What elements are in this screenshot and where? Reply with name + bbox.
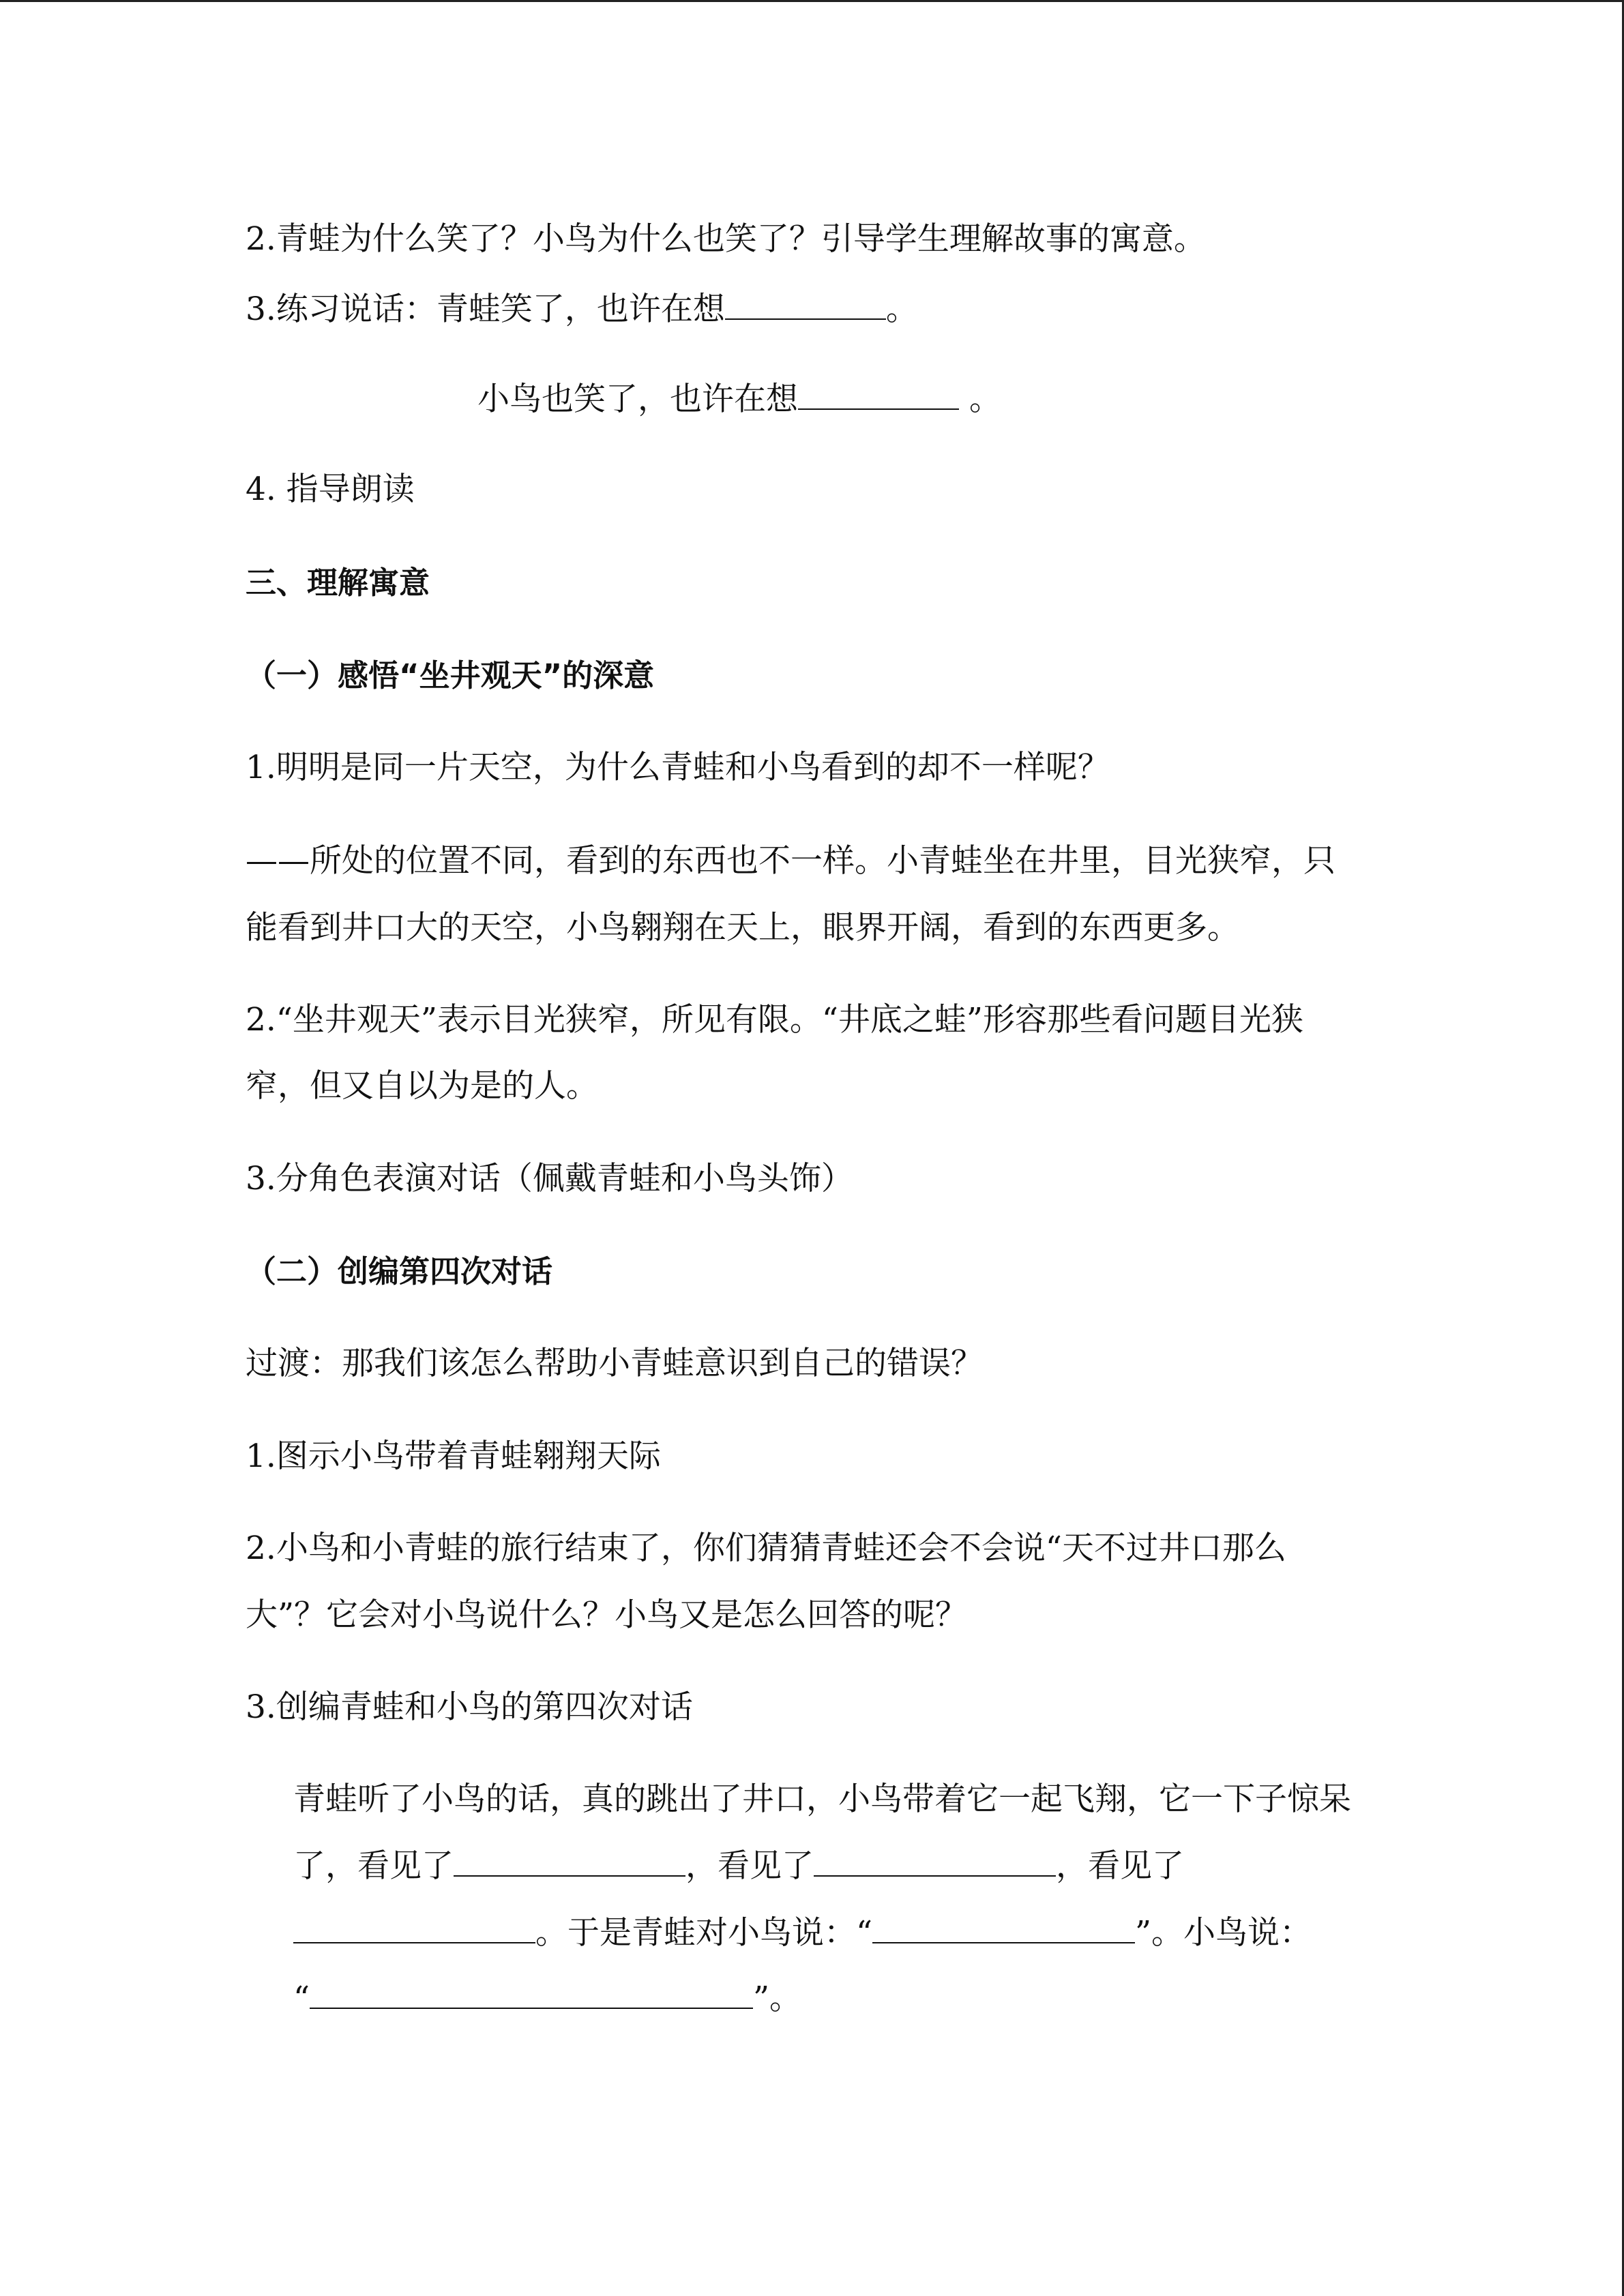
paragraph-story-line-3 [293, 1912, 1312, 1954]
paragraph-idiom-line-2 [246, 1066, 598, 1107]
paragraph-illustration [246, 1436, 661, 1477]
paragraph-journey-line-2 [246, 1595, 967, 1636]
paragraph-bird-thought [477, 378, 1001, 420]
fill-blank-frog-says[interactable] [872, 1912, 1135, 1943]
text-l14: 大”？它会对小鸟说什么？小鸟又是怎么回答的呢？ [246, 1596, 968, 1634]
paragraph-answer-line-1 [246, 841, 1335, 882]
text-l17c: ，看见了 [1056, 1847, 1184, 1885]
paragraph-sky-question [246, 747, 1110, 788]
fill-blank-frog-thought[interactable] [725, 288, 886, 320]
text-l03a: 小鸟也笑了，也许在想 [477, 381, 798, 418]
text-l17a: 了，看见了 [293, 1847, 454, 1885]
paragraph-role-play [246, 1159, 853, 1199]
text-l08: 2.“坐井观天”表示目光狭窄，所见有限。“井底之蛙”形容那些看问题目光狭 [246, 1001, 1303, 1039]
text-l02b: 。 [885, 290, 918, 328]
paragraph-question-2 [246, 219, 1206, 260]
text-l09: 窄，但又自以为是的人。 [246, 1067, 598, 1105]
fill-blank-bird-thought[interactable] [798, 378, 959, 410]
text-l15: 3.创编青蛙和小鸟的第四次对话 [246, 1688, 693, 1726]
text-l18b: ”。小鸟说： [1135, 1914, 1312, 1952]
paragraph-idiom-line-1 [246, 1000, 1303, 1041]
paragraph-journey-line-1 [246, 1528, 1286, 1569]
text-l16: 青蛙听了小鸟的话，真的跳出了井口，小鸟带着它一起飞翔，它一下子惊呆 [293, 1780, 1351, 1818]
text-l19b: ”。 [753, 1980, 802, 2017]
text-l10: 3.分角色表演对话（佩戴青蛙和小鸟头饰） [246, 1160, 853, 1197]
paragraph-create-dialogue [246, 1687, 693, 1728]
fill-blank-saw-1[interactable] [454, 1845, 685, 1877]
text-l03b: 。 [959, 381, 1001, 418]
paragraph-story-line-4 [293, 1978, 801, 2019]
text-l17b: ，看见了 [685, 1847, 814, 1885]
paragraph-practice-speaking [246, 288, 918, 330]
text-l04: 4. 指导朗读 [246, 471, 415, 508]
paragraph-story-line-1 [293, 1779, 1351, 1820]
text-l13: 2.小鸟和小青蛙的旅行结束了，你们猜猜青蛙还会不会说“天不过井口那么 [246, 1530, 1286, 1567]
text-h01: 三、理解寓意 [246, 565, 430, 601]
text-l07: 能看到井口大的天空，小鸟翱翔在天上，眼界开阔，看到的东西更多。 [246, 909, 1239, 946]
text-l06: ——所处的位置不同，看到的东西也不一样。小青蛙坐在井里，目光狭窄，只 [246, 842, 1335, 880]
text-h03: （二）创编第四次对话 [246, 1253, 553, 1289]
text-l11: 过渡：那我们该怎么帮助小青蛙意识到自己的错误？ [246, 1345, 983, 1382]
text-h02: （一）感悟“坐井观天”的深意 [246, 657, 655, 694]
subsection-heading-1 [246, 655, 654, 696]
paragraph-answer-line-2 [246, 908, 1239, 949]
text-l02a: 3.练习说话：青蛙笑了，也许在想 [246, 290, 725, 328]
text-l19a: “ [293, 1980, 310, 2017]
fill-blank-saw-2[interactable] [814, 1845, 1056, 1877]
text-l01: 2.青蛙为什么笑了？小鸟为什么也笑了？引导学生理解故事的寓意。 [246, 220, 1206, 258]
fill-blank-bird-says[interactable] [310, 1978, 753, 2009]
subsection-heading-2 [246, 1251, 552, 1292]
text-l12: 1.图示小鸟带着青蛙翱翔天际 [246, 1437, 661, 1475]
text-l18a: 。于是青蛙对小鸟说：“ [535, 1914, 873, 1952]
paragraph-transition [246, 1343, 983, 1384]
paragraph-reading-guide [246, 469, 415, 510]
fill-blank-saw-3[interactable] [293, 1912, 535, 1943]
text-l05: 1.明明是同一片天空，为什么青蛙和小鸟看到的却不一样呢？ [246, 749, 1110, 786]
paragraph-story-line-2 [293, 1845, 1184, 1887]
section-heading-3 [246, 563, 430, 603]
